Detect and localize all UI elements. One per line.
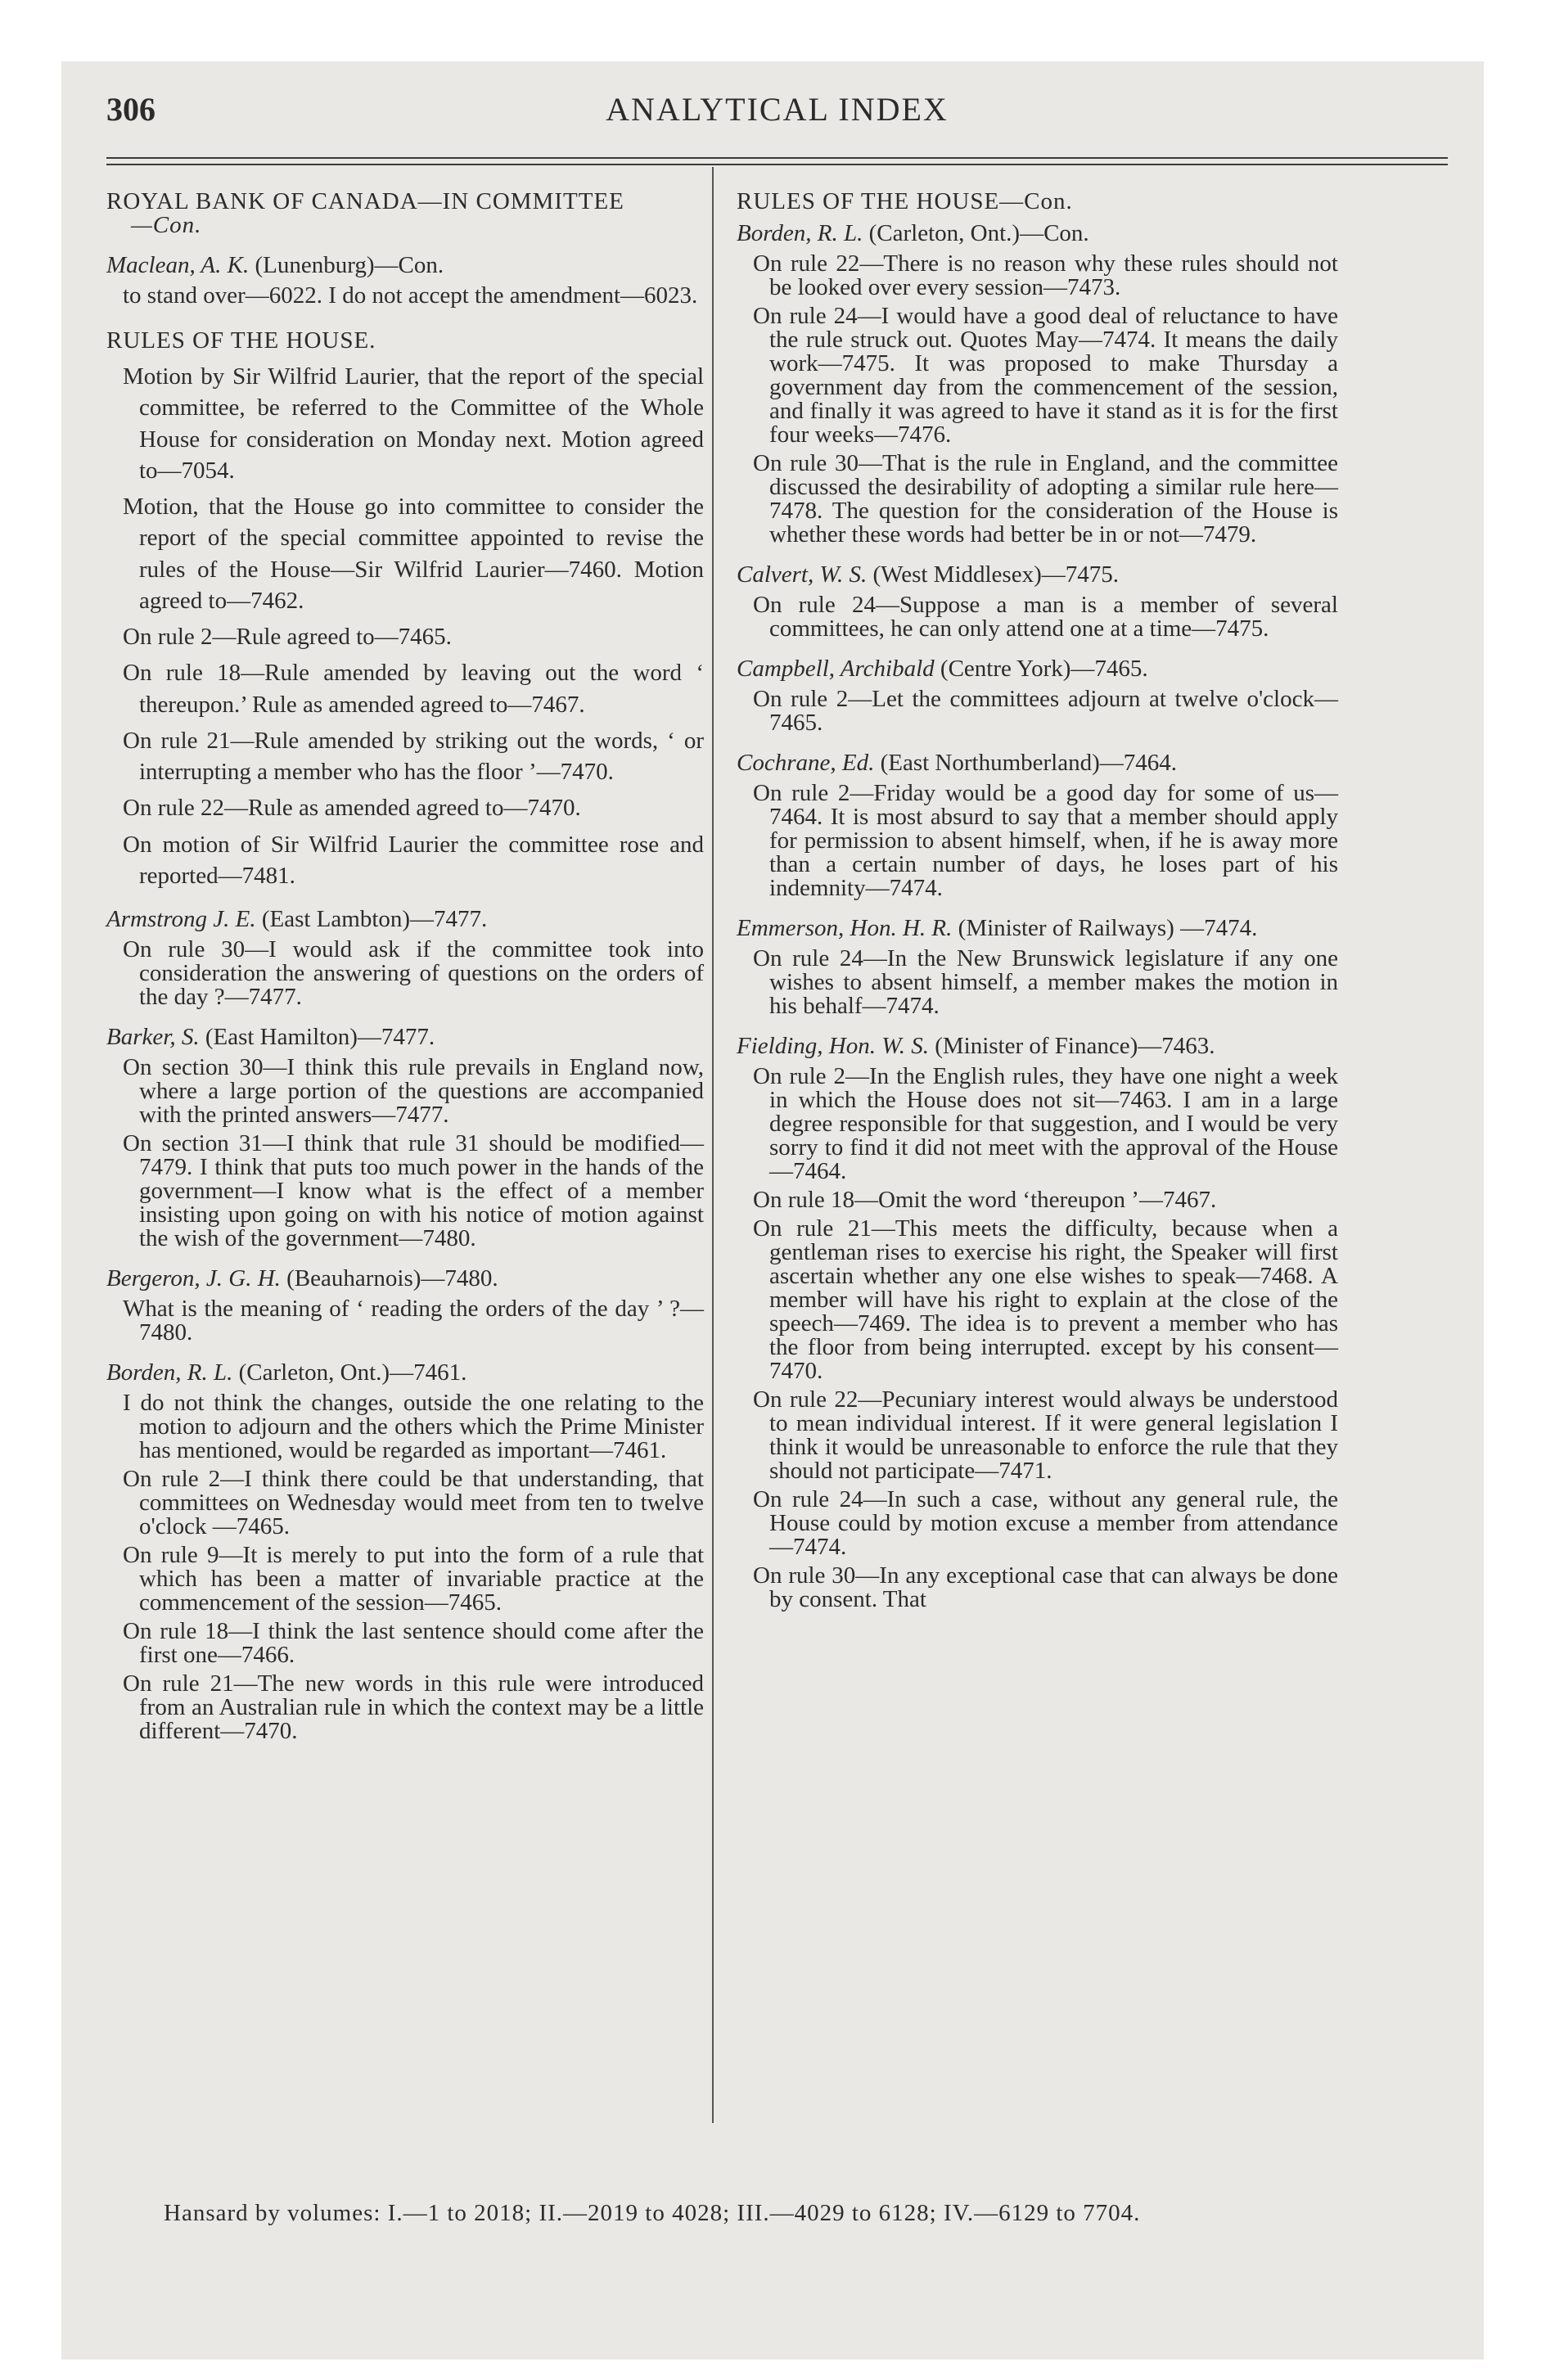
speaker-detail: (West Middlesex)—7475. [872,561,1119,588]
borden-entries [737,252,1338,547]
speaker-bergeron [106,1267,704,1291]
speaker-detail: (Beauharnois)—7480. [286,1265,498,1292]
page-header [106,90,1448,139]
right-column [737,190,1338,1616]
campbell-entries [737,687,1338,735]
speaker-detail: (Centre York)—7465. [940,656,1148,682]
index-entry: to stand over—6022. I do not accept the amendment—6023. [123,282,698,309]
speaker-maclean [106,254,704,277]
index-entry: Motion, that the House go into committee to consider the report of the special committee appointed to revise the rules of the House—Sir Wilfrid Laurier—7460. Motion agreed to—7462. [123,494,704,614]
speaker-name: Borden, R. L. [737,220,863,246]
index-entry: On motion of Sir Wilfrid Laurier the committee rose and reported—7481. [123,831,704,889]
page-number: 306 [106,91,156,128]
index-entry: On rule 2—In the English rules, they have one night a week in which the House does not sit—7463. I am in a large degree responsible for that suggestion, and I would be very sorry to find it did not meet with the approval of the House—7464. [753,1063,1338,1184]
cochrane-entries [737,782,1338,900]
speaker-calvert [737,563,1338,587]
armstrong-entries [106,938,704,1009]
left-column [106,190,704,1748]
index-entry: On rule 22—Pecuniary interest would always be understood to mean individual interest. If it were general legislation I think it would be unreasonable to enforce the rule that they should not participate—7471. [753,1386,1338,1484]
speaker-name: Bergeron, J. G. H. [106,1265,281,1292]
index-entry: On rule 24—In such a case, without any general rule, the House could by motion excuse a member from attendance—7474. [753,1486,1338,1560]
section-heading-rules: RULES OF THE HOUSE. [106,327,376,354]
speaker-barker [106,1025,704,1049]
emmerson-entries [737,947,1338,1018]
footer-volume-key: Hansard by volumes: I.—1 to 2018; II.—2019 to 4028; III.—4029 to 6128; IV.—6129 to 7704. [164,2200,1141,2226]
index-entry: On section 30—I think this rule prevails in England now, where a large portion of the questions are accompanied with the printed answers—7477. [123,1054,704,1129]
bergeron-entries [106,1297,704,1345]
speaker-detail: (Lunenburg)—Con. [255,252,444,278]
speaker-armstrong [106,908,704,931]
speaker-name: Cochrane, Ed. [737,750,875,776]
header-rule-top [106,157,1448,159]
index-entry: On rule 18—Omit the word ‘thereupon ’—7467. [753,1187,1217,1213]
speaker-name: Borden, R. L. [106,1359,233,1386]
index-entry: On rule 9—It is merely to put into the form of a rule that which has been a matter of invariable practice at the commencement of the session—7465. [123,1542,704,1616]
section-heading-rules-continued: RULES OF THE HOUSE—Con. [737,188,1073,214]
speaker-name: Armstrong J. E. [106,906,256,933]
index-entry: On rule 24—Suppose a man is a member of several committees, he can only attend one at a time—7475. [753,592,1338,642]
index-entry: On rule 18—I think the last sentence should come after the first one—7466. [123,1618,704,1669]
index-entry: On rule 21—Rule amended by striking out the words, ‘ or interrupting a member who has the floor ’—7470. [123,727,704,786]
header-rule-bottom [106,164,1448,165]
rules-entries [106,361,704,891]
calvert-entries [737,593,1338,641]
speaker-name: Barker, S. [106,1024,200,1051]
speaker-detail: (Minister of Finance)—7463. [935,1033,1215,1059]
index-entry: On rule 18—Rule amended by leaving out the word ‘ thereupon.’ Rule as amended agreed to—7467. [123,660,704,718]
speaker-cochrane [737,751,1338,775]
section-title: ROYAL BANK OF CANADA—IN COMMITTEE [106,188,624,214]
borden-entries [106,1391,704,1743]
speaker-detail: (East Lambton)—7477. [261,906,488,933]
index-entry: On rule 30—I would ask if the committee took into consideration the answering of questions on the orders of the day ?—7477. [123,936,704,1011]
speaker-detail: (Carleton, Ont.)—Con. [868,220,1089,246]
fielding-entries [737,1065,1338,1611]
speaker-name: Fielding, Hon. W. S. [737,1033,929,1059]
running-title: ANALYTICAL INDEX [606,91,949,128]
speaker-name: Calvert, W. S. [737,561,868,588]
column-divider [712,167,714,2123]
index-entry: Motion by Sir Wilfrid Laurier, that the report of the special committee, be referred to the Committee of the Whole House for consideration on Monday next. Motion agreed to—7054. [123,363,704,484]
index-entry: On rule 22—Rule as amended agreed to—7470. [123,795,581,822]
index-entry: On rule 2—I think there could be that understanding, that committees on Wednesday would meet from ten to twelve o'clock —7465. [123,1466,704,1540]
speaker-detail: (East Northumberland)—7464. [880,750,1178,776]
section-continued: —Con. [131,212,202,238]
speaker-name: Emmerson, Hon. H. R. [737,915,953,941]
index-entry: On rule 24—In the New Brunswick legislature if any one wishes to absent himself, a member makes the motion in his behalf—7474. [753,945,1338,1019]
index-entry: On rule 22—There is no reason why these rules should not be looked over every session—7473. [753,250,1338,300]
index-entry: On rule 21—This meets the difficulty, because when a gentleman rises to exercise his right, the Speaker will first ascertain whether any one else wishes to speak—7468. A member will have his right to explain at the close of the speech—7469. The idea is to prevent a member who has the floor from being interrupted. except by his consent—7470. [753,1215,1338,1384]
index-entry: On rule 2—Let the committees adjourn at twelve o'clock—7465. [753,686,1338,736]
speaker-name: Maclean, A. K. [106,252,250,278]
index-entry: On rule 30—That is the rule in England, and the committee discussed the desirability of adopting a similar rule here—7478. The question for the consideration of the House is whether these words had better be in or not—7479. [753,450,1338,548]
speaker-detail: (Carleton, Ont.)—7461. [238,1359,467,1386]
index-entry: On rule 30—In any exceptional case that can always be done by consent. That [753,1562,1338,1612]
speaker-detail: (Minister of Railways) —7474. [958,915,1258,941]
index-entry: I do not think the changes, outside the one relating to the motion to adjourn and the others which the Prime Minister has mentioned, would be regarded as important—7461. [123,1390,704,1464]
index-entry: On rule 21—The new words in this rule were introduced from an Australian rule in which the context may be a little different—7470. [123,1670,704,1745]
speaker-campbell [737,657,1338,681]
index-entry: On rule 2—Friday would be a good day for some of us—7464. It is most absurd to say that a member should apply for permission to absent himself, when, if he is away more than a certain number of days, he loses part of his indemnity—7474. [753,780,1338,901]
speaker-name: Campbell, Archibald [737,656,935,682]
speaker-borden [737,222,1338,246]
index-entry: On section 31—I think that rule 31 should be modified—7479. I think that puts too much power in the hands of the government—I know what is the effect of a member insisting upon going on with his notice of motion against the wish of the government—7480. [123,1130,704,1252]
barker-entries [106,1056,704,1251]
speaker-emmerson [737,917,1338,940]
index-entry: On rule 2—Rule agreed to—7465. [123,624,452,651]
index-entry: What is the meaning of ‘ reading the orders of the day ’ ?—7480. [123,1296,704,1346]
index-entry: On rule 24—I would have a good deal of reluctance to have the rule struck out. Quotes May—7474. It means the daily work—7475. It was proposed to make Thursday a government day from the commencement of the session, and finally it was agreed to have it stand as it is for the first four weeks—7476. [753,303,1338,448]
section-heading-royal-bank [106,190,704,237]
speaker-fielding [737,1034,1338,1058]
speaker-borden [106,1361,704,1385]
speaker-detail: (East Hamilton)—7477. [205,1024,435,1051]
